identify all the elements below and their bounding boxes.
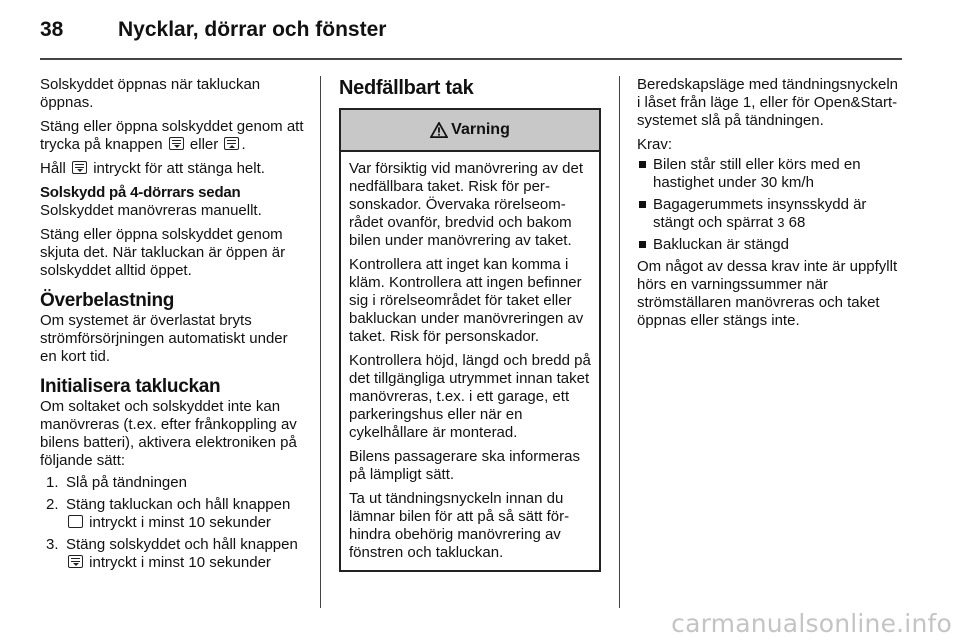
list-text: Bilen står still eller körs med en hastighet under 30 km/h [653, 156, 861, 191]
paragraph: Om soltaket och solskyddet inte kan manövreras (t.ex. efter frånkoppling av bilens batteri), aktivera elektroniken på följande sätt: [40, 398, 297, 469]
text: Stäng eller öppna solskyddet genom att trycka på knappen [40, 118, 304, 153]
warning-paragraph: Ta ut tändningsnyckeln innan du lämnar bilen för att på så sätt förhindra obehörig manövrering av fönstren och takluckan. [349, 490, 570, 561]
list-item [637, 196, 905, 232]
paragraph: Stäng eller öppna solskyddet genom skjuta det. När takluckan är öppen är solskyddet alltid öppet. [40, 226, 286, 279]
text: Håll [40, 160, 66, 177]
warning-body [341, 152, 599, 570]
sunshade-close-button-icon [72, 161, 87, 174]
paragraph: Om systemet är överlastat bryts strömförsörjningen automatiskt under en kort tid. [40, 312, 288, 365]
paragraph [40, 160, 306, 178]
list-text: Bagagerummets insynsskydd är stängt och spärrat [653, 196, 867, 231]
bullet-list [637, 156, 905, 254]
column-1 [40, 76, 306, 576]
warning-header [341, 110, 599, 152]
sunshade-close-button-icon [68, 555, 83, 568]
list-number: 1. [46, 474, 59, 491]
text: eller [189, 136, 219, 153]
bullet-icon [639, 161, 646, 168]
list-text: Stäng solskyddet och håll knappen [66, 536, 298, 553]
list-item [637, 156, 905, 192]
text: . [241, 136, 246, 153]
numbered-list [40, 474, 306, 572]
column-2 [339, 76, 601, 572]
watermark: carmanualsonline.info [671, 609, 952, 638]
section-heading: Överbelastning [40, 290, 175, 311]
text: intryckt för att stänga helt. [93, 160, 265, 177]
list-text: intryckt i minst 10 sekunder [89, 514, 271, 531]
page-number: 38 [40, 18, 64, 41]
section-heading: Nedfällbart tak [339, 77, 474, 99]
page-header [0, 0, 960, 62]
paragraph: Solskyddet manövreras manuellt. [40, 202, 262, 219]
subheading: Solskydd på 4-dörrars sedan [40, 184, 241, 201]
column-divider [619, 76, 620, 608]
warning-title: Varning [451, 121, 510, 138]
page-title: Nycklar, dörrar och fönster [118, 18, 387, 41]
paragraph: Beredskapsläge med tändningsnyckeln i låset från läge 1, eller för Open&Start-systemet slå på tändningen. [637, 76, 898, 129]
column-divider [320, 76, 321, 608]
warning-paragraph: Var försiktig vid manövrering av det nedfällbara taket. Risk för personskador. Övervaka rörelseområdet ovanför, bredvid och bakom bilen under manövrering av taket. [349, 160, 583, 249]
list-text: Bakluckan är stängd [653, 236, 789, 253]
warning-paragraph: Kontrollera att inget kan komma i kläm. Kontrollera att ingen befinner sig i rörelseområdet för taket eller bakluckan under manövreringen av taket. Risk för personskador. [349, 256, 584, 345]
sunshade-close-button-icon [169, 137, 184, 150]
list-text: Stäng takluckan och håll knappen [66, 496, 291, 513]
header-divider [40, 58, 902, 60]
bullet-icon [639, 201, 646, 208]
list-text: Slå på tändningen [66, 474, 187, 491]
section-heading: Initialisera takluckan [40, 376, 221, 397]
paragraph: Krav: [637, 136, 673, 153]
list-item [40, 536, 306, 572]
warning-box [339, 108, 601, 572]
roof-button-icon [68, 515, 83, 528]
list-number: 2. [46, 496, 59, 513]
bullet-icon [639, 241, 646, 248]
warning-triangle-icon [430, 122, 448, 138]
column-3 [637, 76, 905, 336]
sunshade-open-button-icon [224, 137, 239, 150]
paragraph: Solskyddet öppnas när takluckan öppnas. [40, 76, 261, 111]
paragraph: Om något av dessa krav inte är uppfyllt hörs en varningssummer när strömställaren manövreras och taket öppnas eller stängs inte. [637, 258, 898, 329]
warning-paragraph: Bilens passagerare ska informeras på lämpligt sätt. [349, 448, 580, 483]
list-item [637, 236, 905, 254]
list-item [40, 474, 306, 492]
warning-paragraph: Kontrollera höjd, längd och bredd på det tillgängliga utrymmet innan taket manövreras, t.ex. i ett garage, ett parkeringshus eller när en cykelhållare är monterad. [349, 352, 591, 441]
page-reference-arrow: 3 [777, 215, 785, 230]
list-item [40, 496, 306, 532]
page-reference[interactable]: 68 [788, 214, 806, 231]
paragraph [40, 118, 306, 154]
list-number: 3. [46, 536, 59, 553]
list-text: intryckt i minst 10 sekunder [89, 554, 271, 571]
